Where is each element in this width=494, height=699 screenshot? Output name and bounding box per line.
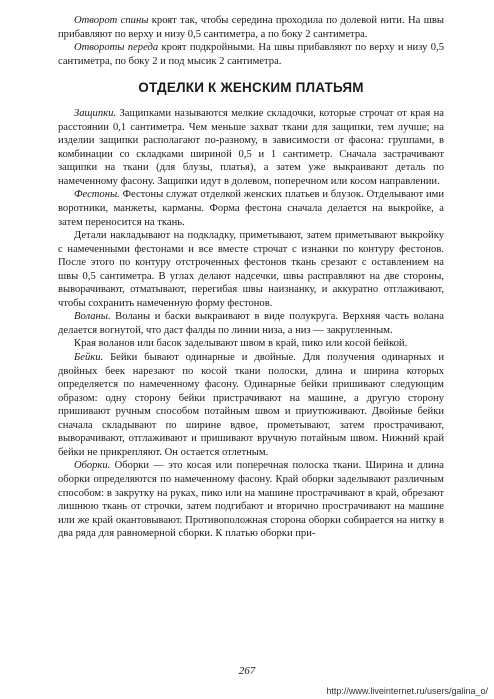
paragraph-festony-details xyxy=(58,229,444,310)
term-label: Воланы. xyxy=(74,311,111,323)
paragraph-text: Оборки — это косая или поперечная полоска ткани. Ширина и длина оборки определяются по намеченному фасону. Край оборки заделывают различным способом: в закрутку на руках, пико или на машине прострачивают в край, обрезают лишнюю ткань от строчки, затем подгибают и вторично прострачивают на машине или же край окантовывают. Противоположная сторона оборки собирается на нитку в два ряда для равномерной сборки. К платью оборки при- xyxy=(58,460,444,540)
paragraph-zashchipki xyxy=(58,107,444,188)
term-label: Бейки. xyxy=(74,352,104,364)
paragraph-text: Защипками называются мелкие складочки, которые строчат от края на расстоянии 0,1 сантиметра. Чем меньше захват ткани для защипки, тем лучше; на изделии защипки располагают по-разному, в зависимости от фасона: группами, в комбинации со складками шириной 0,5 и 1 сантиметр. Сначала застрачивают защипки на ткани (для блузы, платья), а затем уже выкраивают деталь по намеченному фасону. Защипки идут в долевом, поперечном или косом направлении. xyxy=(58,108,444,187)
paragraph-beyki xyxy=(58,351,444,459)
term-label: Отвороты переда xyxy=(74,42,159,54)
paragraph-text: Фестоны служат отделкой женских платьев и блузок. Отделывают ими воротники, манжеты, карманы. Форма фестона сначала делается на выкройке, а затем переносится на ткань. xyxy=(58,189,444,228)
term-label: Фестоны. xyxy=(74,189,120,201)
page-number: 267 xyxy=(238,665,256,677)
paragraph-volany xyxy=(58,310,444,337)
paragraph-text: Края воланов или басок заделывают швом в край, пико или косой бейкой. xyxy=(74,338,408,350)
paragraph-volany-edges xyxy=(58,337,444,351)
paragraph-text: кроят так, чтобы середина проходила по долевой нити. На швы прибавляют по верху и низу 0,5 сантиметра, а по боку 2 сантиметра. xyxy=(58,15,444,40)
paragraph-festony xyxy=(58,188,444,229)
paragraph-oborki xyxy=(58,459,444,540)
paragraph-text: Детали накладывают на подкладку, приметывают, затем приметывают выкройку с намеченными фестонами и все вместе строчат с изнанки по контуру фестонов. После этого по контуру отстроченных фестонов ткань срезают с оставлением на швы 0,5 сантиметра. В углах делают надсечки, швы расправляют на две стороны, выворачивают, отматывают, перегибая швы наизнанку, и аккуратно отглаживают, чтобы сохранить намеченную форму фестонов. xyxy=(58,230,444,309)
paragraph-otvoroty-pereda xyxy=(58,41,444,68)
paragraph-text: Воланы и баски выкраивают в виде полукруга. Верхняя часть волана делается вогнутой, что даст фалды по линии низа, а низ — закругленным. xyxy=(58,311,444,336)
term-label: Оборки. xyxy=(74,460,111,472)
paragraph-text: кроят подкройными. На швы прибавляют по верху и низу 0,5 сантиметра, по боку 2 и под мысик 2 сантиметра. xyxy=(58,42,445,67)
section-heading: ОТДЕЛКИ К ЖЕНСКИМ ПЛАТЬЯМ xyxy=(138,80,364,96)
page-content xyxy=(58,14,444,541)
term-label: Защипки. xyxy=(74,108,117,120)
paragraph-otvorot-spiny xyxy=(58,14,444,41)
term-label: Отворот спины xyxy=(74,15,149,26)
watermark-url: http://www.liveinternet.ru/users/galina_o/ xyxy=(326,686,488,696)
paragraph-text: Бейки бывают одинарные и двойные. Для получения одинарных и двойных беек нарезают по косой ткани полоски, длина и ширина которых определяется по намеченному фасону. Одинарные бейки пришивают следующим образом: одну сторону бейки пристрачивают на машине, а другую сторону пришивают ручным способом потайным швом и приутюживают. Двойные бейки сначала складывают по ширине вдвое, прометывают, затем прострачивают, выворачивают, отглаживают и пришивают вручную потайным швом. Нижний край бейки не прикрепляют. Он остается отлетным. xyxy=(58,352,444,458)
